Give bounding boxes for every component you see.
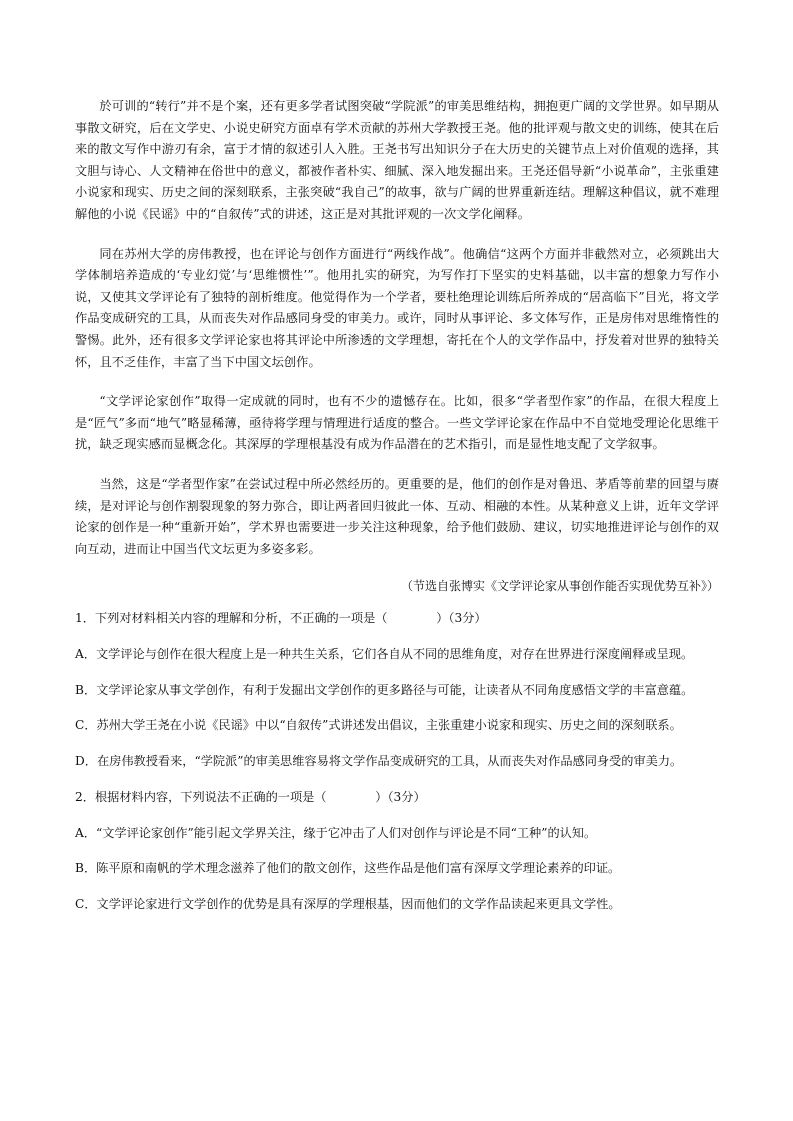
question-1-option-d: D．在房伟教授看来，“学院派”的审美思维容易将文学作品变成研究的工具，从而丧失对作品感同身受的审美力。 (75, 754, 683, 769)
question-1-option-a: A．文学评论与创作在很大程度上是一种共生关系，它们各自从不同的思维角度，对存在世界进行深度阐释或呈现。 (75, 647, 694, 662)
question-2-option-b: B．陈平原和南帆的学术理念滋养了他们的散文创作，这些作品是他们富有深厚文学理论素养的印证。 (75, 861, 621, 876)
question-2-option-c: C．文学评论家进行文学创作的优势是具有深厚的学理根基，因而他们的文学作品读起来更具文学性。 (75, 896, 621, 911)
passage-paragraph-2: 同在苏州大学的房伟教授，也在评论与创作方面进行“两线作战”。他确信“这两个方面并非截然对立，必须跳出大学体制培养造成的‘专业幻觉’与‘思维惯性’”。他用扎实的研究，为写作打下坚实的史料基础，以丰富的想象力写作小说，又使其文学评论有了独特的剖析维度。他觉得作为一个学者，要杜绝理论训练后所养成的“居高临下”目光，将文学作品变成研究的工具，从而丧失对作品感同身受的审美力。或许，同时从事评论、多文体写作，正是房伟对思维惰性的警惕。此外，还有很多文学评论家也将其评论中所渗透的文学理想，寄托在个人的文学作品中，抒发着对世界的独特关怀，且不乏佳作，丰富了当下中国文坛创作。 (75, 246, 719, 369)
document-page (75, 96, 719, 929)
passage-source: （节选自张博实《文学评论家从事创作能否实现优势互补》） (400, 579, 719, 594)
passage-paragraph-4: 当然，这是“学者型作家”在尝试过程中所必然经历的。更重要的是，他们的创作是对鲁迅、茅盾等前辈的回望与赓续，是对评论与创作割裂现象的努力弥合，即让两者回归彼此一体、互动、相融的本性。从某种意义上讲，近年文学评论家的创作是一种“重新开始”，学术界也需要进一步关注这种现象，给予他们鼓励、建议，切实地推进评论与创作的双向互动，进而让中国当代文坛更为多姿多彩。 (75, 476, 719, 556)
question-1-option-b: B．文学评论家从事文学创作，有利于发掘出文学创作的更多路径与可能，让读者从不同角度感悟文学的丰富意蕴。 (75, 682, 694, 697)
passage-paragraph-3: “文学评论家创作”取得一定成就的同时，也有不少的遗憾存在。比如，很多“学者型作家”的作品，在很大程度上是“匠气”多而“地气”略显稀薄，亟待将学理与情理进行适度的整合。一些文学评论家在作品中不自觉地受理论化思维干扰，缺乏现实感而显概念化。其深厚的学理根基没有成为作品潜在的艺术指引，而是显性地支配了文学叙事。 (75, 394, 719, 452)
question-1-stem: 1．下列对材料相关内容的理解和分析，不正确的一项是（ ）（3分） (75, 611, 487, 626)
question-2-option-a: A．“文学评论家创作”能引起文学界关注，缘于它冲击了人们对创作与评论是不同“工种”的认知。 (75, 825, 597, 840)
question-2-stem: 2．根据材料内容，下列说法不正确的一项是（ ）（3分） (75, 789, 426, 804)
question-1-option-c: C．苏州大学王尧在小说《民谣》中以“自叙传”式讲述发出倡议，主张重建小说家和现实、历史之间的深刻联系。 (75, 718, 682, 733)
passage-paragraph-1: 於可训的“转行”并不是个案，还有更多学者试图突破“学院派”的审美思维结构，拥抱更广阔的文学世界。如早期从事散文研究，后在文学史、小说史研究方面卓有学术贡献的苏州大学教授王尧。他的批评观与散文史的训练，使其在后来的散文写作中游刃有余，富于才情的叙述引人入胜。王尧书写出知识分子在大历史的关键节点上对价值观的选择，其文胆与诗心、人文精神在俗世中的意义，都被作者朴实、细腻、深入地发掘出来。王尧还倡导新“小说革命”，主张重建小说家和现实、历史之间的深刻联系，主张突破“我自己”的故事，欲与广阔的世界重新连结。理解这种倡议，就不难理解他的小说《民谣》中的“自叙传”式的讲述，这正是对其批评观的一次文学化阐释。 (75, 99, 719, 221)
